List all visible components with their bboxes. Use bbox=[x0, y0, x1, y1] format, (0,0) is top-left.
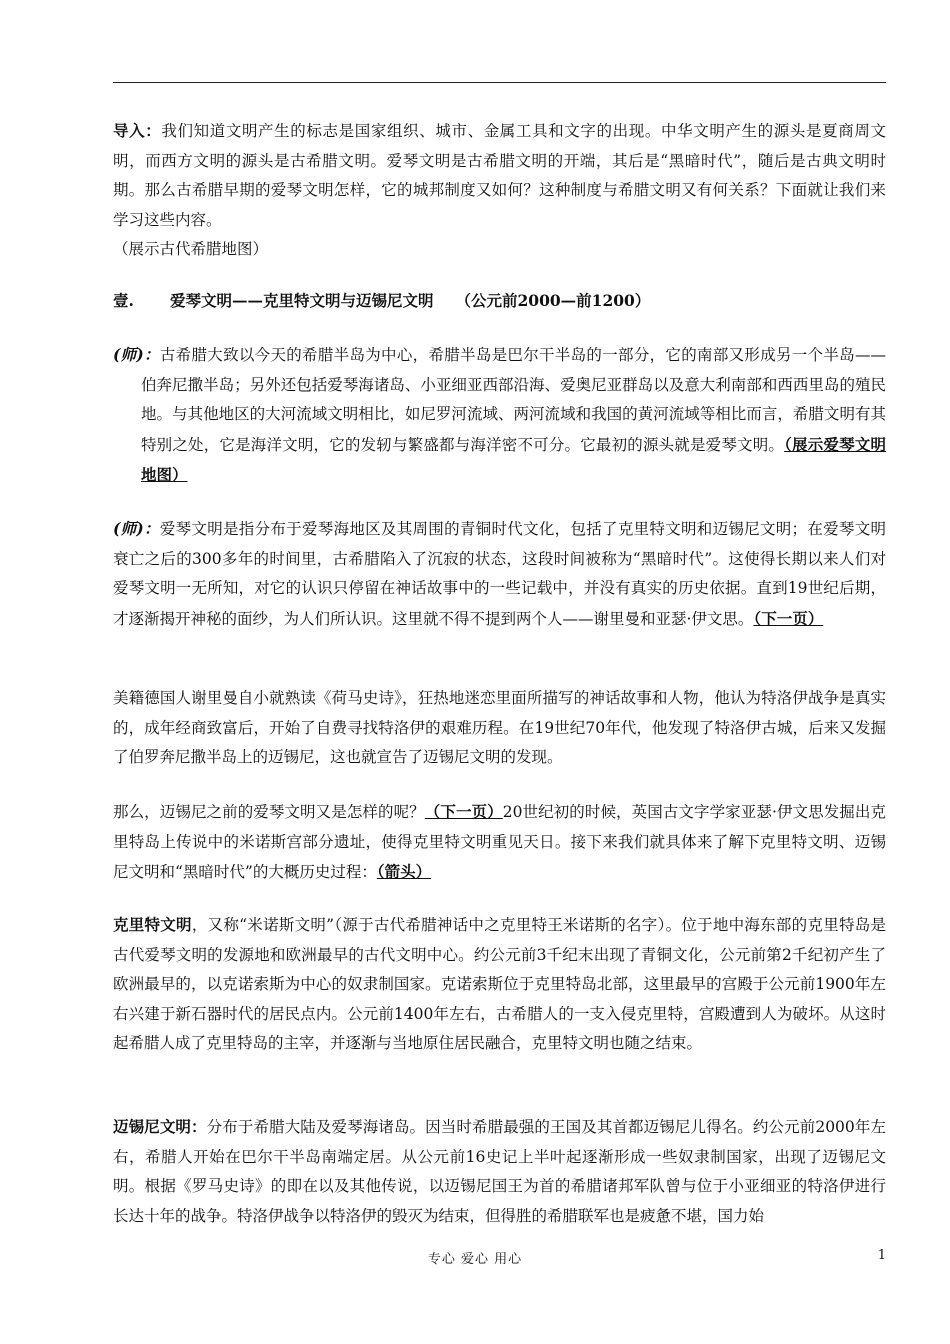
mycenae-paragraph bbox=[113, 1112, 886, 1231]
mycenae-label: 迈锡尼文明： bbox=[113, 1117, 207, 1136]
teacher-paragraph-2 bbox=[113, 514, 886, 634]
schliemann-text: 美籍德国人谢里曼自小就熟读《荷马史诗》，狂热地迷恋里面所描写的神话故事和人物，他认为特洛伊战争是真实的，成年经商致富后，开始了自费寻找特洛伊的艰难历程。在19世纪70年代，他发现了特洛伊古城，后来又发掘了伯罗奔尼撒半岛上的迈锡尼，这也就宣告了迈锡尼文明的发现。 bbox=[113, 689, 886, 766]
section-number: 壹. bbox=[113, 291, 134, 310]
evans-paragraph bbox=[113, 797, 886, 888]
section-title: 爱琴文明——克里特文明与迈锡尼文明 bbox=[170, 291, 434, 310]
show-aegean-map-link[interactable]: （展示爱琴文明地图） bbox=[141, 434, 886, 484]
intro-text: 我们知道文明产生的标志是国家组织、城市、金属工具和文字的出现。中华文明产生的源头是夏商周文明，而西方文明的源头是古希腊文明。爱琴文明是古希腊文明的开端，其后是“黑暗时代”，随后是古典文明时期。那么古希腊早期的爱琴文明怎样，它的城邦制度又如何？这种制度与希腊文明又有何关系？下面就让我们来学习这些内容。 bbox=[113, 122, 886, 229]
teacher2-text: 爱琴文明是指分布于爱琴海地区及其周围的青铜时代文化，包括了克里特文明和迈锡尼文明；在爱琴文明衰亡之后的300多年的时间里，古希腊陷入了沉寂的状态，这段时间被称为“黑暗时代”。这使得长期以来人们对爱琴文明一无所知，对它的认识只停留在神话故事中的一些记载中，并没有真实的历史依据。直到19世纪后期，才逐渐揭开神秘的面纱，为人们所认识。这里就不得不提到两个人——谢里曼和亚瑟·伊文思。 bbox=[113, 520, 886, 628]
intro-label: 导入： bbox=[113, 121, 162, 140]
crete-text: ，又称“米诺斯文明”（源于古代希腊神话中之克里特王米诺斯的名字）。位于地中海东部的克里特岛是古代爱琴文明的发源地和欧洲最早的古代文明中心。约公元前3千纪末出现了青铜文化，公元前第2千纪初产生了欧洲最早的，以克诺索斯为中心的奴隶制国家。克诺索斯位于克里特岛北部，这里最早的宫殿于公元前1900年左右兴建于新石器时代的居民点内。公元前1400年左右，古希腊人的一支入侵克里特，宫殿遭到人为破坏。从这时起希腊人成了克里特岛的主宰，并逐渐与当地原住居民融合，克里特文明也随之结束。 bbox=[113, 916, 886, 1052]
evans-text-1: 那么，迈锡尼之前的爱琴文明又是怎样的呢？ bbox=[113, 803, 425, 821]
next-page-link[interactable]: （下一页） bbox=[753, 608, 824, 628]
mycenae-text: 分布于希腊大陆及爱琴海诸岛。因当时希腊最强的王国及其首都迈锡尼儿得名。约公元前2000年左右，希腊人开始在巴尔干半岛南端定居。从公元前16史记上半叶起逐渐形成一些奴隶制国家，出现了迈锡尼文明。根据《罗马史诗》的即在以及其他传说，以迈锡尼国王为首的希腊诸邦军队曾与位于小亚细亚的特洛伊进行长达十年的战争。特洛伊战争以特洛伊的毁灭为结束，但得胜的希腊联军也是疲惫不堪，国力始 bbox=[113, 1118, 886, 1225]
section-dates: （公元前2000—前1200） bbox=[455, 291, 651, 310]
schliemann-paragraph bbox=[113, 684, 886, 773]
crete-paragraph bbox=[113, 910, 886, 1059]
section-heading bbox=[113, 287, 650, 315]
page-number: 1 bbox=[877, 1248, 886, 1263]
intro-paragraph bbox=[113, 116, 886, 265]
teacher-label: (师)： bbox=[113, 519, 160, 538]
next-page-link[interactable]: （下一页） bbox=[424, 802, 503, 821]
teacher-paragraph-1 bbox=[113, 340, 886, 491]
intro-note: （展示古代希腊地图） bbox=[113, 240, 269, 258]
teacher-label: (师)： bbox=[113, 345, 160, 364]
arrow-link[interactable]: （箭头） bbox=[376, 862, 432, 881]
crete-label: 克里特文明 bbox=[113, 915, 192, 934]
teacher1-text: 古希腊大致以今天的希腊半岛为中心，希腊半岛是巴尔干半岛的一部分，它的南部又形成另一个半岛——伯奔尼撒半岛；另外还包括爱琴海诸岛、小亚细亚西部沿海、爱奥尼亚群岛以及意大利南部和西西里岛的殖民地。与其他地区的大河流域文明相比，如尼罗河流域、两河流域和我国的黄河流域等相比而言，希腊文明有其特别之处，它是海洋文明，它的发轫与繁盛都与海洋密不可分。它最初的源头就是爱琴文明。 bbox=[141, 346, 886, 454]
header-rule bbox=[113, 82, 886, 83]
evans-text-2: 20世纪初的时候，英国古文字学家亚瑟·伊文思发掘出克里特岛上传说中的米诺斯宫部分遗址，使得克里特文明重见天日。接下来我们就具体来了解下克里特文明、迈锡尼文明和“黑暗时代”的大概历史过程： bbox=[113, 803, 886, 881]
footer-motto: 专心 爱心 用心 bbox=[427, 1252, 523, 1267]
